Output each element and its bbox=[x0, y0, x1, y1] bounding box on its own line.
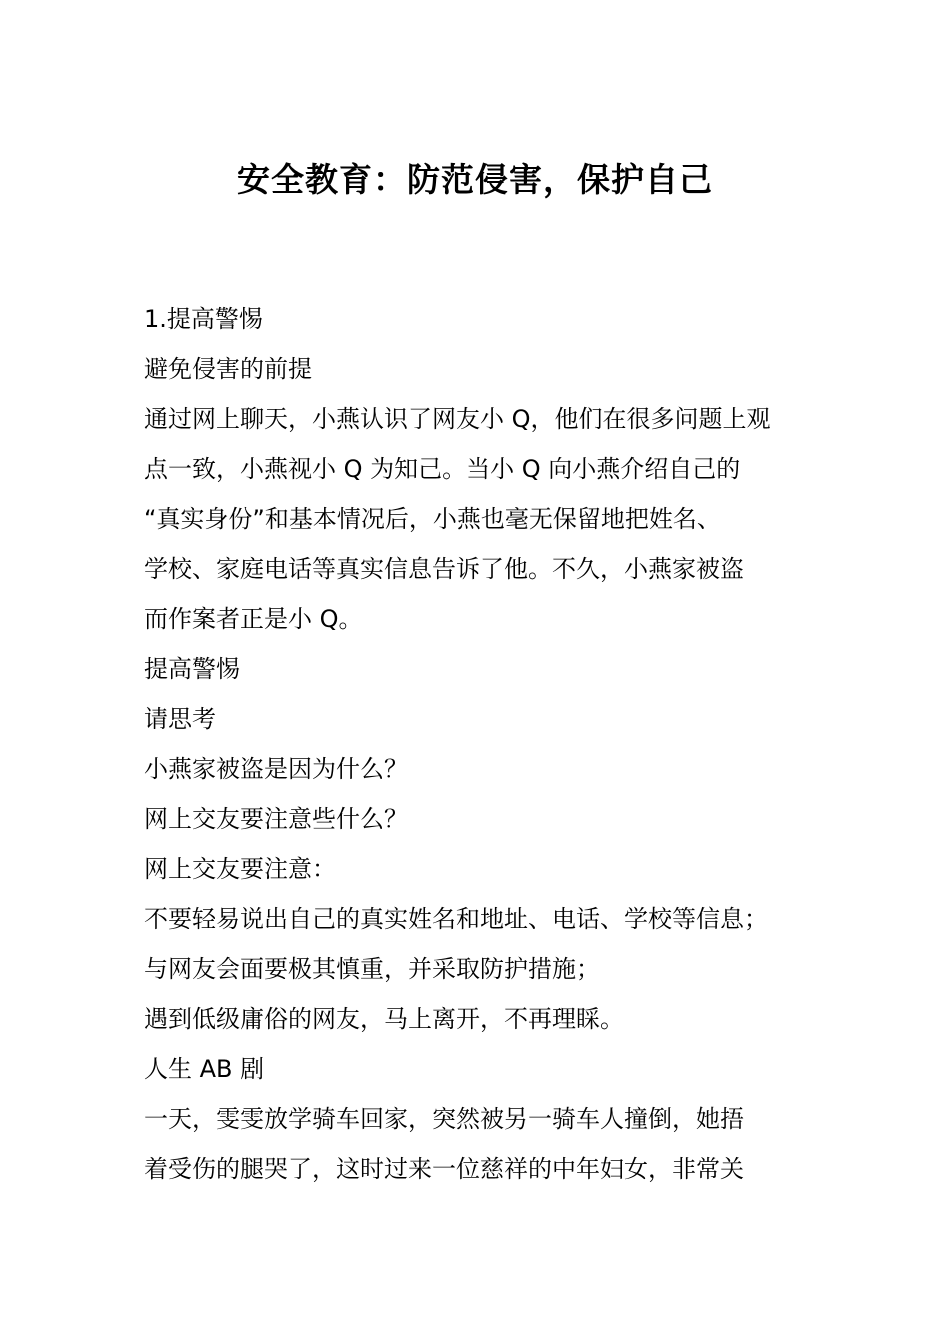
document-title: 安全教育：防范侵害，保护自己 bbox=[237, 160, 713, 199]
question-line: 小燕家被盗是因为什么？ bbox=[144, 755, 408, 783]
paragraph-line: 学校、家庭电话等真实信息告诉了他。不久，小燕家被盗 bbox=[144, 555, 744, 583]
document-body bbox=[144, 294, 809, 1194]
paragraph-line: 点一致，小燕视小 Q 为知己。当小 Q 向小燕介绍自己的 bbox=[144, 455, 741, 483]
subheading: 提高警惕 bbox=[144, 655, 240, 683]
section-heading: 1.提高警惕 bbox=[144, 305, 263, 333]
tip-line: 遇到低级庸俗的网友，马上离开，不再理睬。 bbox=[144, 1005, 624, 1033]
tip-line: 不要轻易说出自己的真实姓名和地址、电话、学校等信息； bbox=[144, 905, 768, 933]
question-line: 网上交友要注意些什么？ bbox=[144, 805, 408, 833]
paragraph-line: 一天，雯雯放学骑车回家，突然被另一骑车人撞倒，她捂 bbox=[144, 1105, 744, 1133]
paragraph-line: 着受伤的腿哭了，这时过来一位慈祥的中年妇女，非常关 bbox=[144, 1155, 744, 1183]
subheading: 避免侵害的前提 bbox=[144, 355, 312, 383]
tip-line: 与网友会面要极其慎重，并采取防护措施； bbox=[144, 955, 600, 983]
paragraph-line: 而作案者正是小 Q。 bbox=[144, 605, 363, 633]
paragraph-line: 通过网上聊天，小燕认识了网友小 Q，他们在很多问题上观 bbox=[144, 405, 771, 433]
subheading: 网上交友要注意： bbox=[144, 855, 336, 883]
subheading: 人生 AB 剧 bbox=[144, 1055, 265, 1083]
paragraph-line: “真实身份”和基本情况后，小燕也毫无保留地把姓名、 bbox=[144, 505, 721, 533]
subheading: 请思考 bbox=[144, 705, 216, 733]
